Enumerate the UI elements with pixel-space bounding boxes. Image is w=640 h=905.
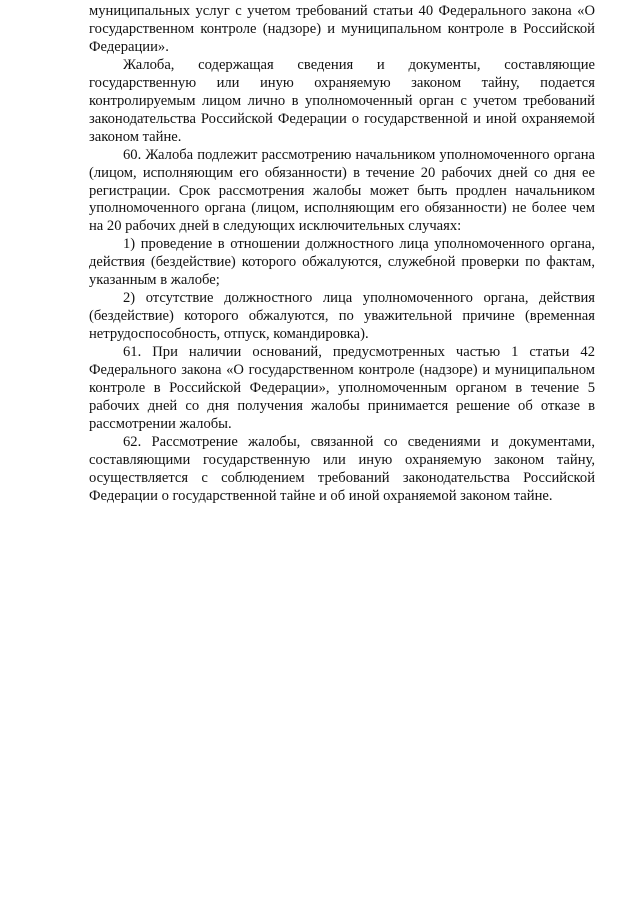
paragraph-continuation: муниципальных услуг с учетом требований статьи 40 Федерального закона «О государственном контроле (надзоре) и муниципальном контроле в Российской Федерации».: [89, 3, 595, 55]
paragraph-secret-complaint: Жалоба, содержащая сведения и документы, составляющие государственную или иную охраняемую законом тайну, подается контролируемым лицом лично в уполномоченный орган с учетом требований законодательства Российской Федерации о государственной и иной охраняемой законом тайне.: [89, 56, 595, 145]
paragraph-subitem-1: 1) проведение в отношении должностного лица уполномоченного органа, действия (бездействие) которого обжалуются, служебной проверки по фактам, указанным в жалобе;: [89, 236, 595, 289]
paragraph-item-62: 62. Рассмотрение жалобы, связанной со сведениями и документами, составляющими государственную или иную охраняемую законом тайну, осуществляется с соблюдением требований законодательства Российской Федерации о государственной тайне и об иной охраняемой законом тайне.: [89, 433, 595, 504]
paragraph-item-60: 60. Жалоба подлежит рассмотрению начальником уполномоченного органа (лицом, исполняющим его обязанности) в течение 20 рабочих дней со дня ее регистрации. Срок рассмотрения жалобы может быть продлен начальником уполномоченного органа (лицом, исполняющим его обязанности) не более чем на 20 рабочих дней в следующих исключительных случаях:: [89, 146, 595, 235]
paragraph-subitem-2: 2) отсутствие должностного лица уполномоченного органа, действия (бездействие) которого обжалуются, по уважительной причине (временная нетрудоспособность, отпуск, командировка).: [89, 290, 595, 343]
paragraph-item-61: 61. При наличии оснований, предусмотренных частью 1 статьи 42 Федерального закона «О государственном контроле (надзоре) и муниципальном контроле в Российской Федерации», уполномоченным органом в течение 5 рабочих дней со дня получения жалобы принимается решение об отказе в рассмотрении жалобы.: [89, 344, 595, 432]
document-page: [89, 3, 595, 506]
